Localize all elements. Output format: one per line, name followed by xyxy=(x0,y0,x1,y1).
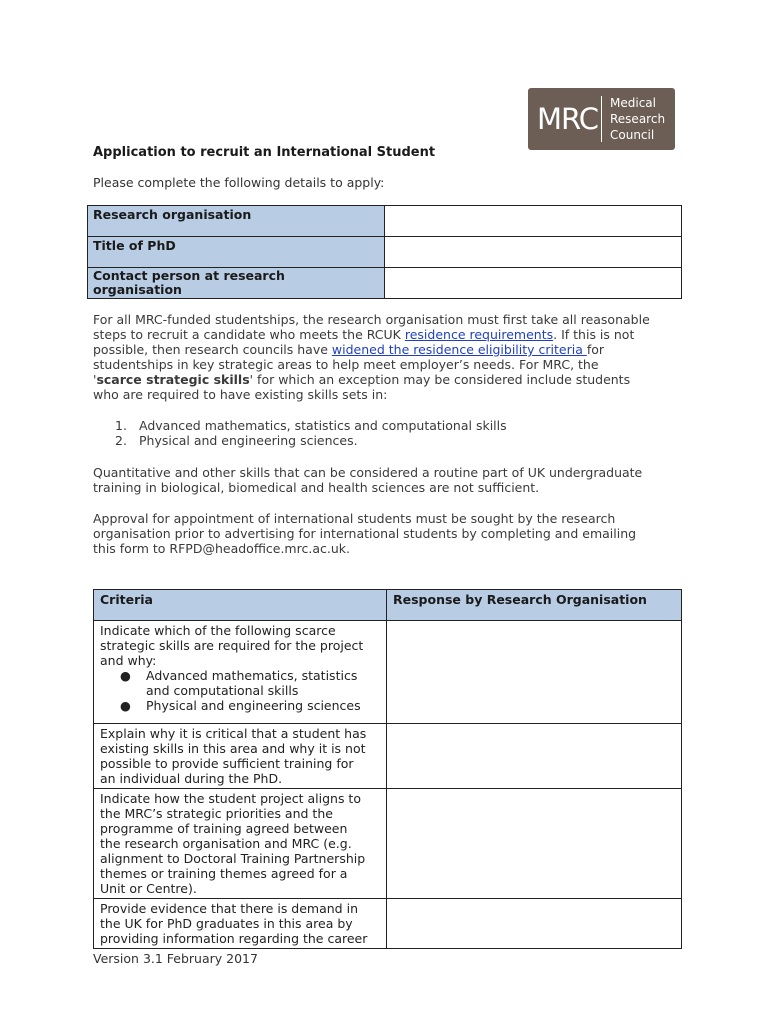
contact-label-line2: organisation xyxy=(93,282,182,297)
table-row xyxy=(94,899,682,949)
para3-line3: this form to RFPD@headoffice.mrc.ac.uk. xyxy=(93,541,350,556)
details-label-phd-title: Title of PhD xyxy=(88,237,385,268)
para1-line1: For all MRC-funded studentships, the research organisation must first take all reasonable xyxy=(93,312,650,327)
para1-line3-end: for xyxy=(586,342,605,357)
criteria-text: strategic skills are required for the project xyxy=(100,638,364,653)
list-text: Physical and engineering sciences. xyxy=(139,433,358,448)
list-text: Advanced mathematics, statistics and computational skills xyxy=(139,418,507,433)
logo-divider xyxy=(601,96,602,142)
criteria-text: the research organisation and MRC (e.g. xyxy=(100,836,352,851)
scarce-skills-bold: scarce strategic skills xyxy=(96,372,250,387)
eligibility-paragraph xyxy=(93,312,683,402)
criteria-text: the MRC’s strategic priorities and the xyxy=(100,806,333,821)
details-row-contact xyxy=(88,268,682,299)
table-row xyxy=(94,621,682,724)
details-value-contact[interactable] xyxy=(385,268,682,299)
criteria-text: Unit or Centre). xyxy=(100,881,197,896)
response-cell-critical[interactable] xyxy=(387,724,682,789)
details-label-contact xyxy=(88,268,385,299)
logo-abbr: MRC xyxy=(537,102,598,136)
table-row xyxy=(94,789,682,899)
para1-line2 xyxy=(93,327,683,342)
criteria-text: Explain why it is critical that a student has xyxy=(100,726,367,741)
criteria-cell-critical xyxy=(94,724,387,789)
widened-criteria-link[interactable]: widened the residence eligibility criteria xyxy=(331,342,587,357)
approval-paragraph xyxy=(93,511,683,556)
list-number: 1. xyxy=(115,418,127,433)
response-cell-demand[interactable] xyxy=(387,899,682,949)
mrc-logo xyxy=(528,88,675,150)
version-footer: Version 3.1 February 2017 xyxy=(93,951,258,966)
para3-line1: Approval for appointment of international students must be sought by the research xyxy=(93,511,616,526)
para3-line2: organisation prior to advertising for international students by completing and emailing xyxy=(93,526,637,541)
para1-line4: studentships in key strategic areas to help meet employer’s needs. For MRC, the xyxy=(93,357,599,372)
para1-line3-start: possible, then research councils have xyxy=(93,342,332,357)
criteria-text: existing skills in this area and why it is not xyxy=(100,741,366,756)
criteria-text: possible to provide sufficient training for xyxy=(100,756,354,771)
criteria-header: Criteria xyxy=(94,590,387,621)
para1-line2-start: steps to recruit a candidate who meets the RCUK xyxy=(93,327,405,342)
criteria-cell-skills xyxy=(94,621,387,724)
details-value-organisation[interactable] xyxy=(385,206,682,237)
bullet-item xyxy=(100,698,380,713)
bullet-dot: ● xyxy=(120,668,131,683)
criteria-cell-demand xyxy=(94,899,387,949)
details-row-organisation xyxy=(88,206,682,237)
criteria-text: an individual during the PhD. xyxy=(100,771,283,786)
criteria-text: Indicate which of the following scarce xyxy=(100,623,336,638)
bullet-dot: ● xyxy=(120,698,131,713)
para1-line6: who are required to have existing skills sets in: xyxy=(93,387,388,402)
list-number: 2. xyxy=(115,433,127,448)
skills-numbered-list xyxy=(115,418,507,448)
bullet-item-cont xyxy=(100,683,380,698)
response-cell-alignment[interactable] xyxy=(387,789,682,899)
para2-line1: Quantitative and other skills that can be considered a routine part of UK undergraduate xyxy=(93,465,643,480)
quantitative-paragraph xyxy=(93,465,683,495)
residence-requirements-link[interactable]: residence requirements xyxy=(404,327,554,342)
details-row-phd-title xyxy=(88,237,682,268)
para1-line5-quote: ' xyxy=(93,372,97,387)
bullet-text: Physical and engineering sciences xyxy=(146,698,361,713)
criteria-text: Provide evidence that there is demand in xyxy=(100,901,358,916)
details-value-phd-title[interactable] xyxy=(385,237,682,268)
criteria-text: providing information regarding the career xyxy=(100,931,368,946)
details-label-organisation: Research organisation xyxy=(88,206,385,237)
response-cell-skills[interactable] xyxy=(387,621,682,724)
logo-word-research: Research xyxy=(610,112,666,126)
response-header: Response by Research Organisation xyxy=(387,590,682,621)
bullet-text: Advanced mathematics, statistics xyxy=(146,668,358,683)
para1-line3 xyxy=(93,342,683,357)
logo-word-medical: Medical xyxy=(610,96,656,110)
criteria-table xyxy=(93,589,682,949)
list-item xyxy=(115,433,507,448)
criteria-header-row xyxy=(94,590,682,621)
list-item xyxy=(115,418,507,433)
bullet-text: and computational skills xyxy=(146,683,299,698)
criteria-text: the UK for PhD graduates in this area by xyxy=(100,916,353,931)
para2-line2: training in biological, biomedical and health sciences are not sufficient. xyxy=(93,480,540,495)
criteria-cell-alignment xyxy=(94,789,387,899)
intro-text: Please complete the following details to apply: xyxy=(93,175,385,190)
criteria-text: themes or training themes agreed for a xyxy=(100,866,348,881)
para1-line2-end: . If this is not xyxy=(553,327,635,342)
details-table xyxy=(87,205,682,299)
contact-label-line1: Contact person at research xyxy=(93,268,285,283)
bullet-item xyxy=(100,668,380,683)
criteria-text: alignment to Doctoral Training Partnership xyxy=(100,851,366,866)
logo-words xyxy=(610,95,665,143)
para1-line5-end: ' for which an exception may be considered include students xyxy=(249,372,631,387)
criteria-text: and why: xyxy=(100,653,157,668)
criteria-text: programme of training agreed between xyxy=(100,821,348,836)
document-title: Application to recruit an International Student xyxy=(93,145,436,160)
table-row xyxy=(94,724,682,789)
para1-line5 xyxy=(93,372,683,387)
logo-word-council: Council xyxy=(610,128,655,142)
criteria-text: Indicate how the student project aligns to xyxy=(100,791,361,806)
